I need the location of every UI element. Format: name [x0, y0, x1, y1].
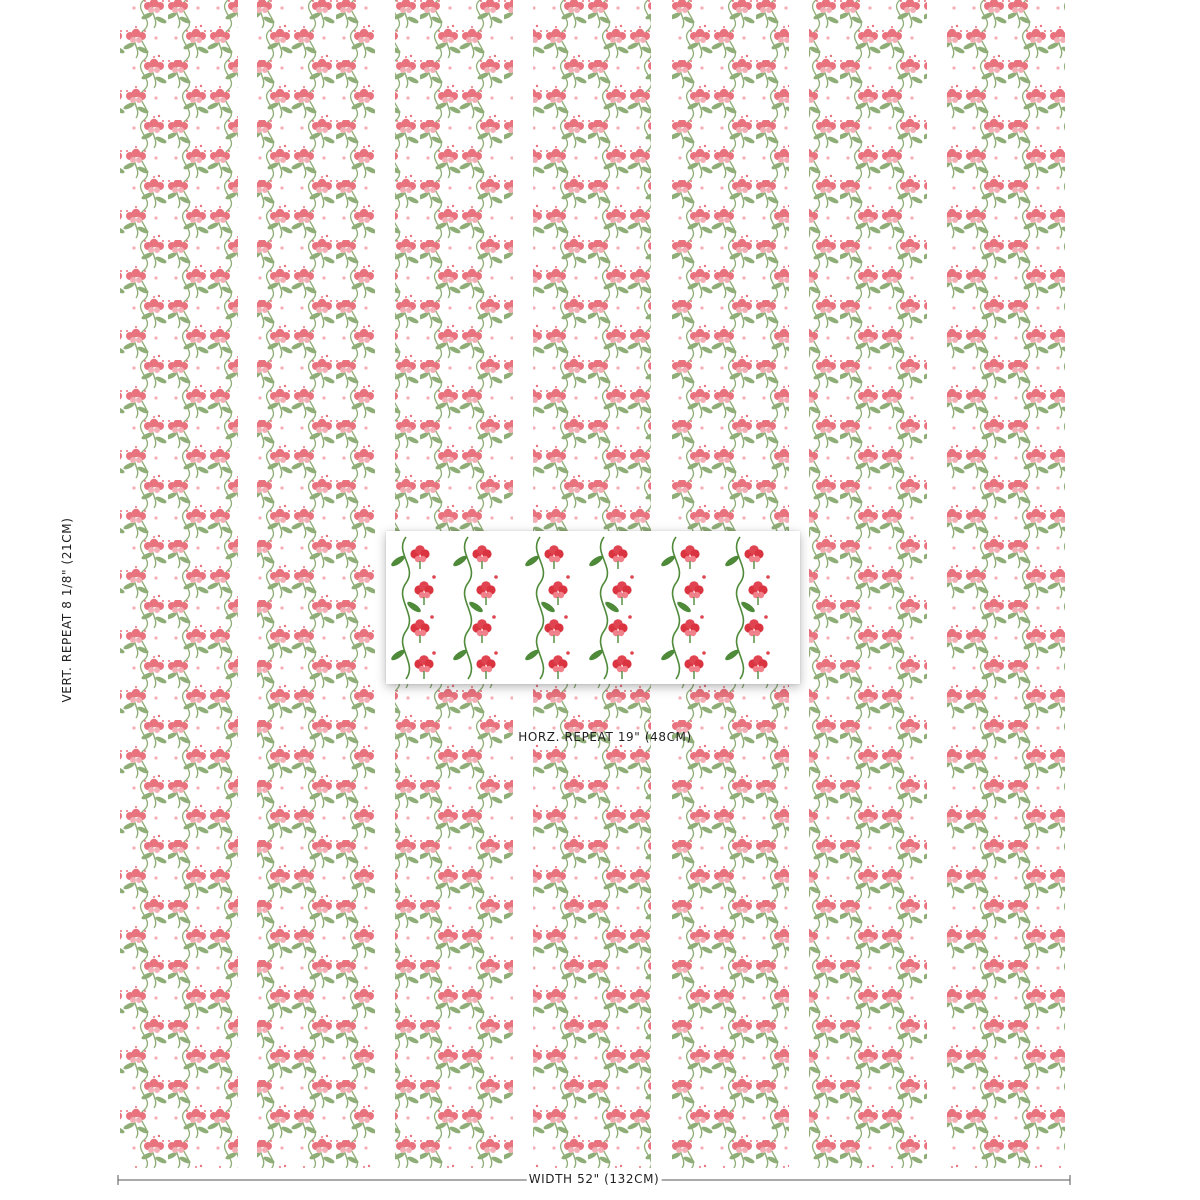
- stripe-2: [257, 0, 375, 1168]
- swatch-floral-detail: [386, 531, 800, 684]
- vertical-repeat-label: VERT. REPEAT 8 1/8" (21CM): [60, 517, 74, 703]
- stripe-1: [120, 0, 238, 1168]
- width-label: WIDTH 52" (132CM): [528, 1172, 660, 1186]
- stripe-7: [947, 0, 1065, 1168]
- horizontal-repeat-label: HORZ. REPEAT 19" (48CM): [518, 730, 692, 744]
- stripe-6: [809, 0, 927, 1168]
- repeat-swatch: [386, 531, 800, 684]
